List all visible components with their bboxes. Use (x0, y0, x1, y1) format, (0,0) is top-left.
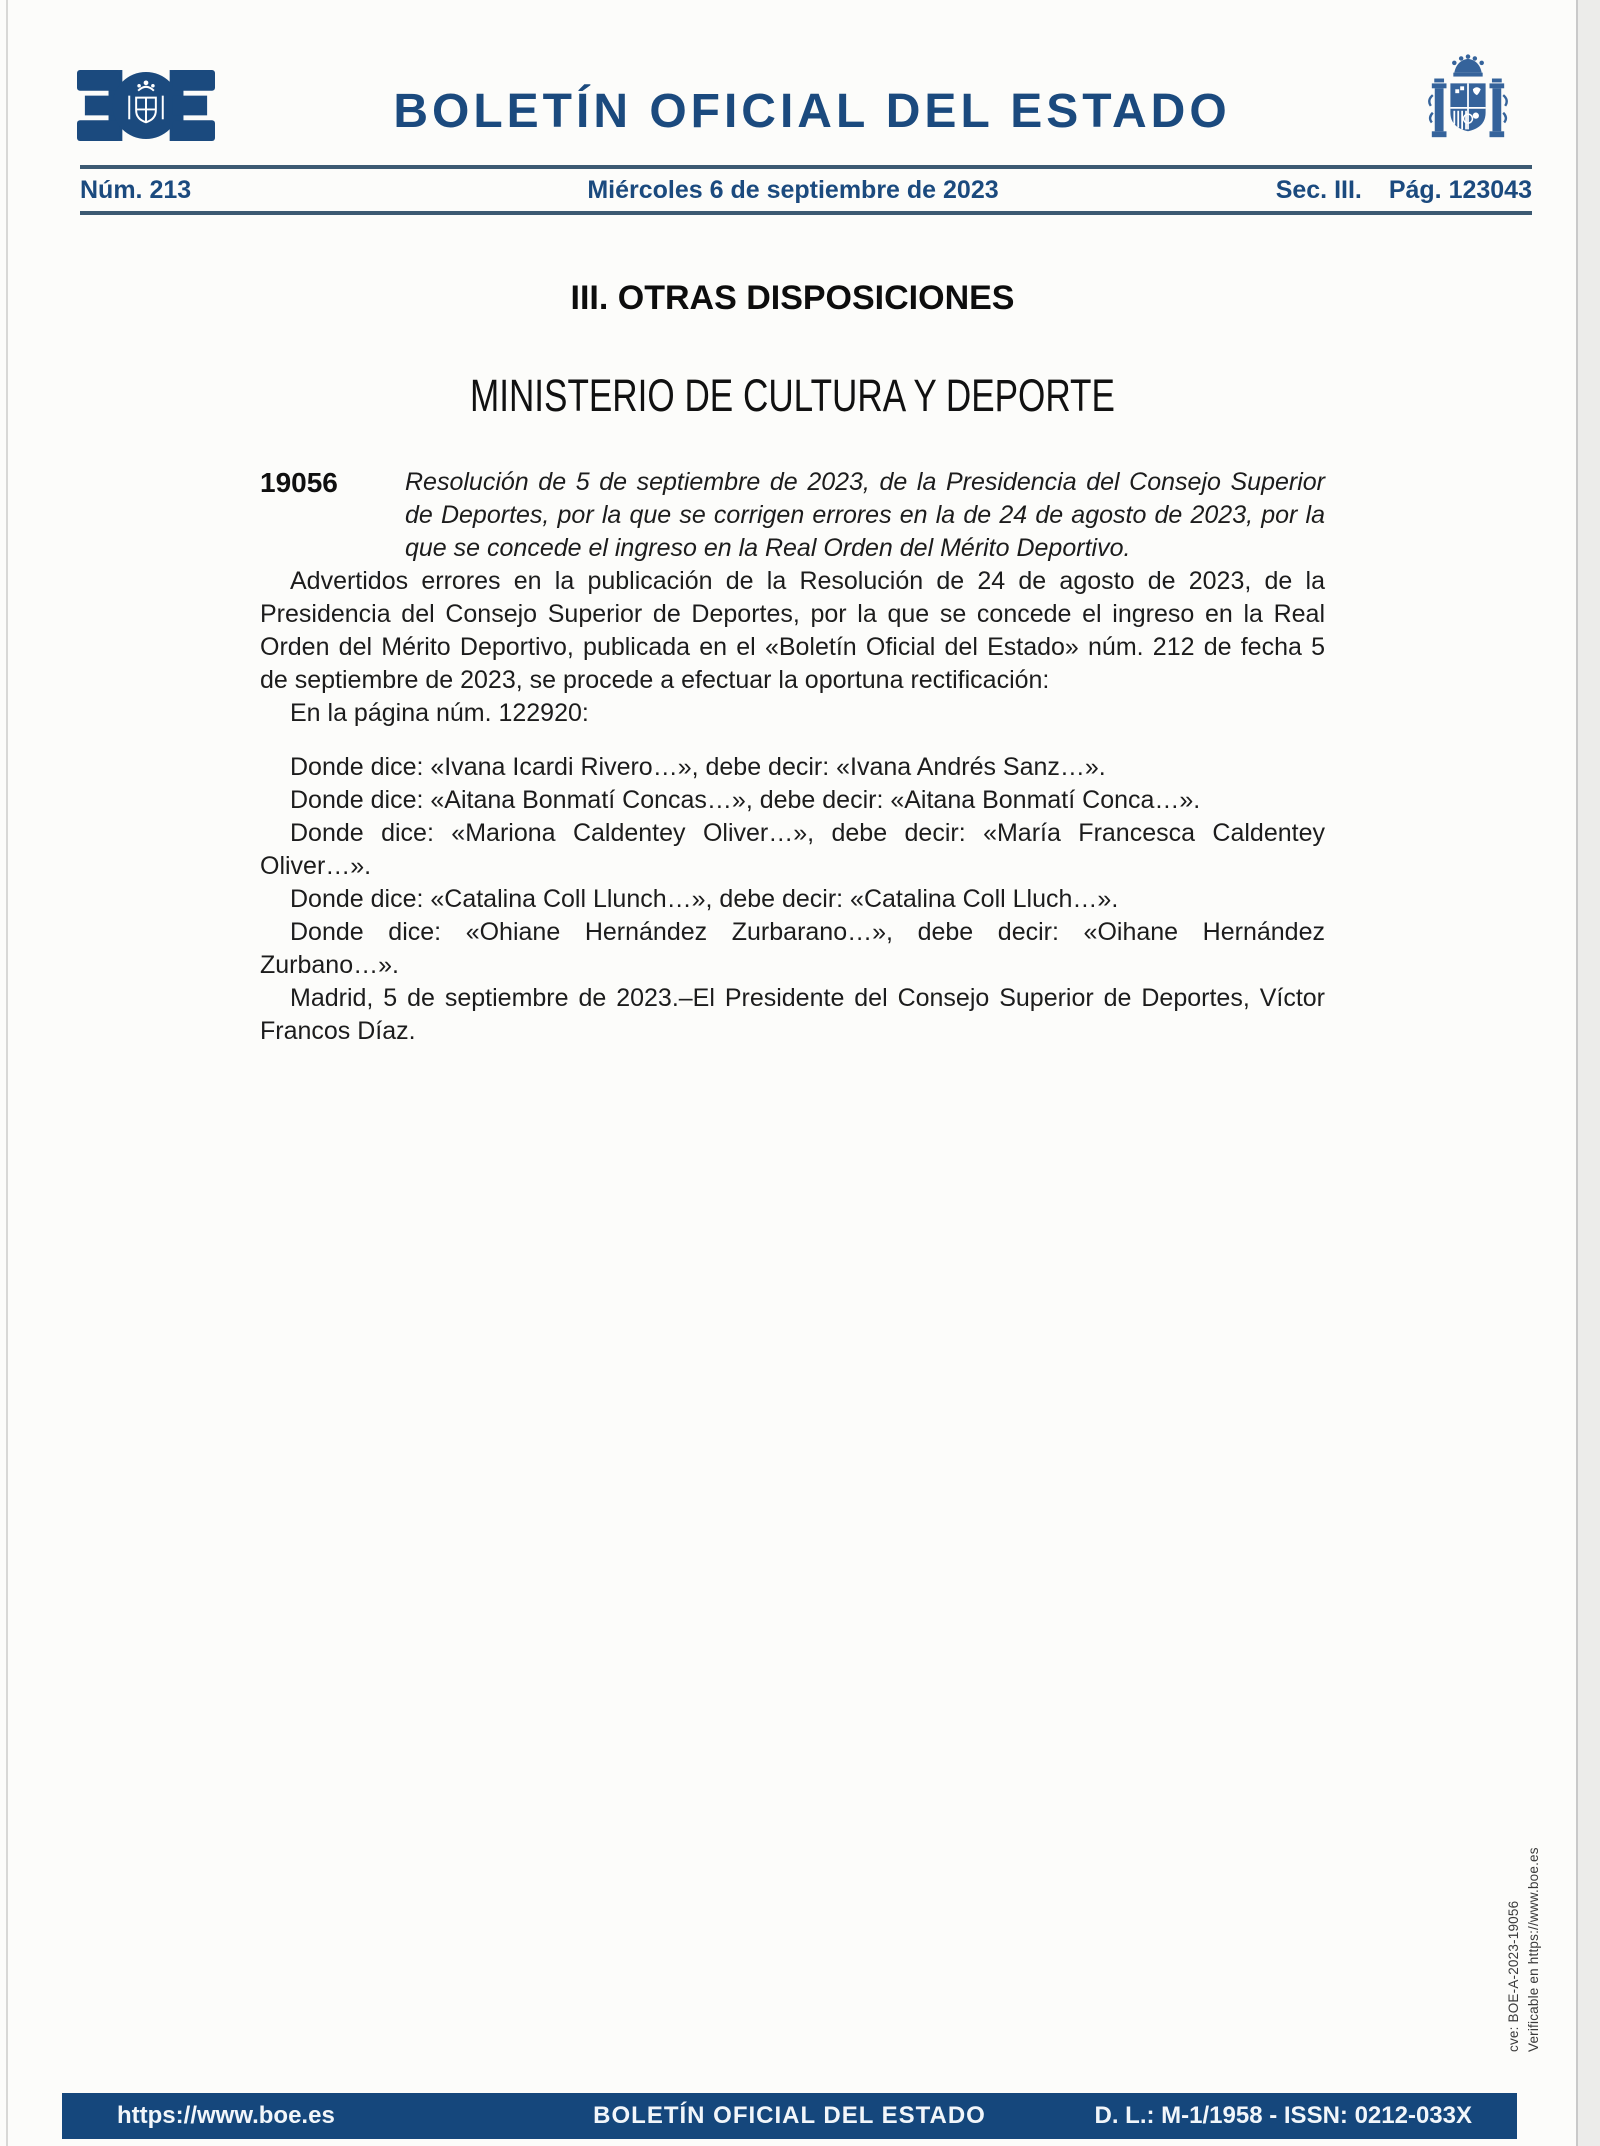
correction-line: Donde dice: «Aitana Bonmatí Concas…», debe decir: «Aitana Bonmatí Conca…». (290, 786, 1201, 814)
footer-bar (62, 2093, 1517, 2139)
correction-line: Donde dice: «Ohiane Hernández Zurbarano…», debe decir: «Oihane Hernández Zurbano…». (260, 918, 1325, 979)
boe-logo-icon (77, 70, 215, 146)
masthead (0, 0, 1600, 165)
cve-code-vertical-text: cve: BOE-A-2023-19056 (1506, 1900, 1521, 2052)
article-summary: Resolución de 5 de septiembre de 2023, de la Presidencia del Consejo Superior de Deportes, por la que se corrigen errores en la de 24 de agosto de 2023, por la que se concede el ingreso en la Real Orden del Mérito Deportivo. (405, 468, 1325, 562)
page-number-label: Pág. 123043 (1388, 175, 1532, 204)
article-number: 19056 (260, 467, 338, 498)
paragraph-intro: Advertidos errores en la publicación de la Resolución de 24 de agosto de 2023, de la Presidencia del Consejo Superior de Deportes, por la que se concede el ingreso en la Real Orden del Mérito Deportivo, publicada en el «Boletín Oficial del Estado» núm. 212 de fecha 5 de septiembre de 2023, se procede a efectuar la oportuna rectificación: (260, 567, 1325, 694)
correction-line: Donde dice: «Mariona Caldentey Oliver…», debe decir: «María Francesca Caldentey Oliver…». (260, 819, 1325, 880)
ministry-heading: MINISTERIO DE CULTURA Y DEPORTE (470, 370, 1115, 421)
footer-legal: D. L.: M-1/1958 - ISSN: 0212-033X (1094, 2102, 1472, 2129)
footer-title: BOLETÍN OFICIAL DEL ESTADO (593, 2102, 986, 2129)
issue-info-row (80, 172, 1532, 208)
correction-line: Donde dice: «Ivana Icardi Rivero…», debe decir: «Ivana Andrés Sanz…». (290, 753, 1106, 781)
section-page-ref (1256, 176, 1532, 205)
issue-date: Miércoles 6 de septiembre de 2023 (587, 175, 999, 204)
correction-line: Donde dice: «Catalina Coll Llunch…», debe decir: «Catalina Coll Lluch…». (290, 885, 1119, 913)
issue-number: Núm. 213 (80, 175, 192, 204)
paragraph-closing: Madrid, 5 de septiembre de 2023.–El Presidente del Consejo Superior de Deportes, Víctor Francos Díaz. (260, 984, 1325, 1045)
article-header (260, 466, 1325, 565)
header-rule-bottom (80, 211, 1532, 215)
scan-edge-left (6, 0, 8, 2146)
section-label: Sec. III. (1275, 175, 1362, 204)
masthead-title: BOLETÍN OFICIAL DEL ESTADO (393, 85, 1231, 138)
paragraph-page-ref: En la página núm. 122920: (290, 699, 589, 727)
spain-coat-of-arms-icon (1424, 52, 1512, 155)
footer-url: https://www.boe.es (117, 2102, 335, 2129)
cve-verify-vertical-text: Verificable en https://www.boe.es (1526, 1847, 1541, 2052)
corrections-list (260, 751, 1325, 982)
header-rule-top (80, 165, 1532, 169)
section-heading: III. OTRAS DISPOSICIONES (570, 279, 1015, 317)
scan-edge-right (1576, 0, 1600, 2146)
